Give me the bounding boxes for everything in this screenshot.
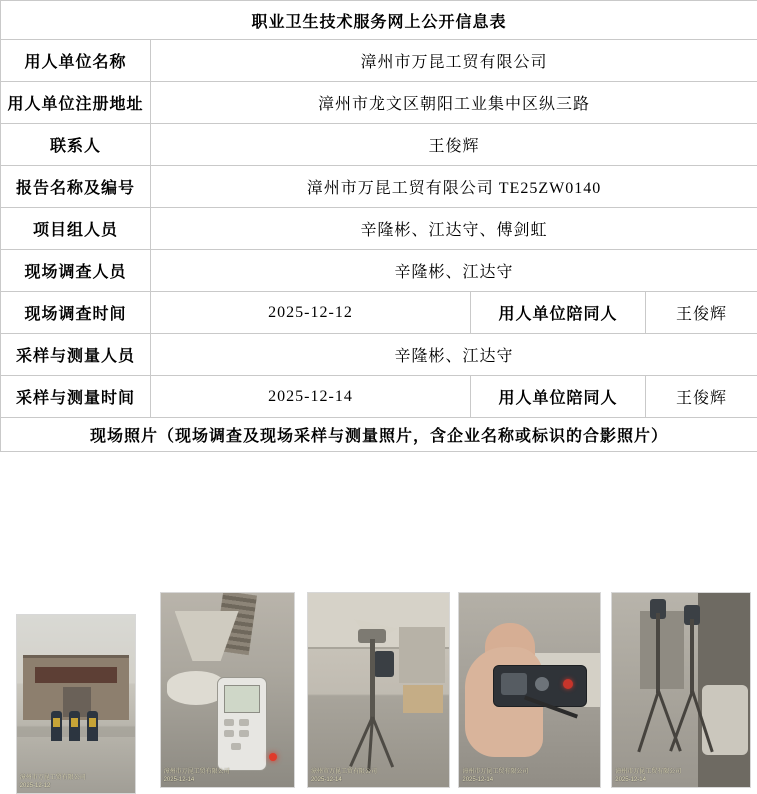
photo-watermark-company: 漳州市万昆工贸有限公司 [311, 768, 377, 776]
tripod-samplers-indoor-photo [611, 592, 751, 788]
tripod-pole [656, 613, 660, 693]
row-label-project-team: 项目组人员 [1, 208, 151, 250]
doorway [640, 611, 684, 689]
row-value-sampling-date: 2025-12-14 [151, 376, 471, 418]
photo-cell-4 [454, 588, 605, 793]
site-survey-group-photo [16, 614, 136, 794]
row-label-sampling-staff: 采样与测量人员 [1, 334, 151, 376]
meter-button [239, 730, 249, 737]
photo-watermark-date: 2025-12-14 [311, 776, 377, 784]
row-label-survey-date: 现场调查时间 [1, 292, 151, 334]
tripod-sampler-workshop-photo [307, 592, 450, 788]
photo-watermark-date: 2025-12-12 [20, 782, 86, 790]
photo-watermark [20, 774, 86, 790]
dust-collector-handheld-meter-photo [160, 592, 295, 788]
collection-drum [167, 671, 225, 705]
row-label-employer-name: 用人单位名称 [1, 40, 151, 82]
photo-section-header: 现场照片（现场调查及现场采样与测量照片，含企业名称或标识的合影照片） [1, 418, 757, 452]
row-label-registered-address: 用人单位注册地址 [1, 82, 151, 124]
row-label-sampling-date: 采样与测量时间 [1, 376, 151, 418]
tripod-pole [370, 639, 375, 719]
sampling-pump [374, 651, 394, 677]
title-row [1, 1, 757, 40]
photo-watermark-company: 漳州市万昆工贸有限公司 [164, 768, 230, 776]
table-row [1, 82, 757, 124]
machine [399, 627, 445, 683]
table-row [1, 166, 757, 208]
row-label-sampling-accompanier: 用人单位陪同人 [471, 376, 646, 418]
photo-watermark-date: 2025-12-14 [164, 776, 230, 784]
photo-gallery [0, 588, 757, 793]
hand-held-noise-meter-photo [458, 592, 601, 788]
table-row [1, 124, 757, 166]
table-row [1, 40, 757, 82]
photo-cell-1 [0, 588, 151, 793]
row-value-report-name-number: 漳州市万昆工贸有限公司 TE25ZW0140 [151, 166, 757, 208]
carton-box [403, 685, 443, 713]
row-value-contact-person: 王俊辉 [151, 124, 757, 166]
meter-button [239, 719, 249, 726]
page-title: 职业卫生技术服务网上公开信息表 [1, 1, 757, 40]
row-value-sampling-accompanier: 王俊辉 [646, 376, 757, 418]
photo-watermark [615, 768, 681, 784]
indicator-light [269, 753, 277, 761]
row-value-employer-name: 漳州市万昆工贸有限公司 [151, 40, 757, 82]
photo-watermark-date: 2025-12-14 [462, 776, 528, 784]
photo-watermark [462, 768, 528, 784]
meter-button [224, 730, 234, 737]
photo-watermark-company: 漳州市万昆工贸有限公司 [615, 768, 681, 776]
photo-watermark-date: 2025-12-14 [615, 776, 681, 784]
row-label-survey-staff: 现场调查人员 [1, 250, 151, 292]
photo-watermark-company: 漳州市万昆工贸有限公司 [462, 768, 528, 776]
table-row [1, 208, 757, 250]
row-value-survey-date: 2025-12-12 [151, 292, 471, 334]
meter-display [501, 673, 527, 695]
row-value-project-team: 辛隆彬、江达守、傅剑虹 [151, 208, 757, 250]
person-figure [69, 711, 80, 741]
company-signboard [35, 667, 117, 683]
photo-cell-3 [303, 588, 454, 793]
person-figure [87, 711, 98, 741]
photo-watermark [311, 768, 377, 784]
row-value-survey-accompanier: 王俊辉 [646, 292, 757, 334]
row-label-contact-person: 联系人 [1, 124, 151, 166]
meter-button [224, 719, 234, 726]
row-value-sampling-staff: 辛隆彬、江达守 [151, 334, 757, 376]
row-value-survey-staff: 辛隆彬、江达守 [151, 250, 757, 292]
table-row [1, 376, 757, 418]
row-label-survey-accompanier: 用人单位陪同人 [471, 292, 646, 334]
photo-cell-2 [151, 588, 302, 793]
photo-watermark [164, 768, 230, 784]
tripod-pole [690, 619, 694, 693]
photo-watermark-company: 漳州市万昆工贸有限公司 [20, 774, 86, 782]
table-row [1, 250, 757, 292]
row-value-registered-address: 漳州市龙文区朝阳工业集中区纵三路 [151, 82, 757, 124]
photo-section-header-row [1, 418, 757, 452]
person-figure [51, 711, 62, 741]
meter-display [224, 685, 260, 713]
table-row [1, 292, 757, 334]
table-row [1, 334, 757, 376]
row-label-report-name-number: 报告名称及编号 [1, 166, 151, 208]
meter-button [231, 743, 241, 750]
photo-cell-5 [606, 588, 757, 793]
